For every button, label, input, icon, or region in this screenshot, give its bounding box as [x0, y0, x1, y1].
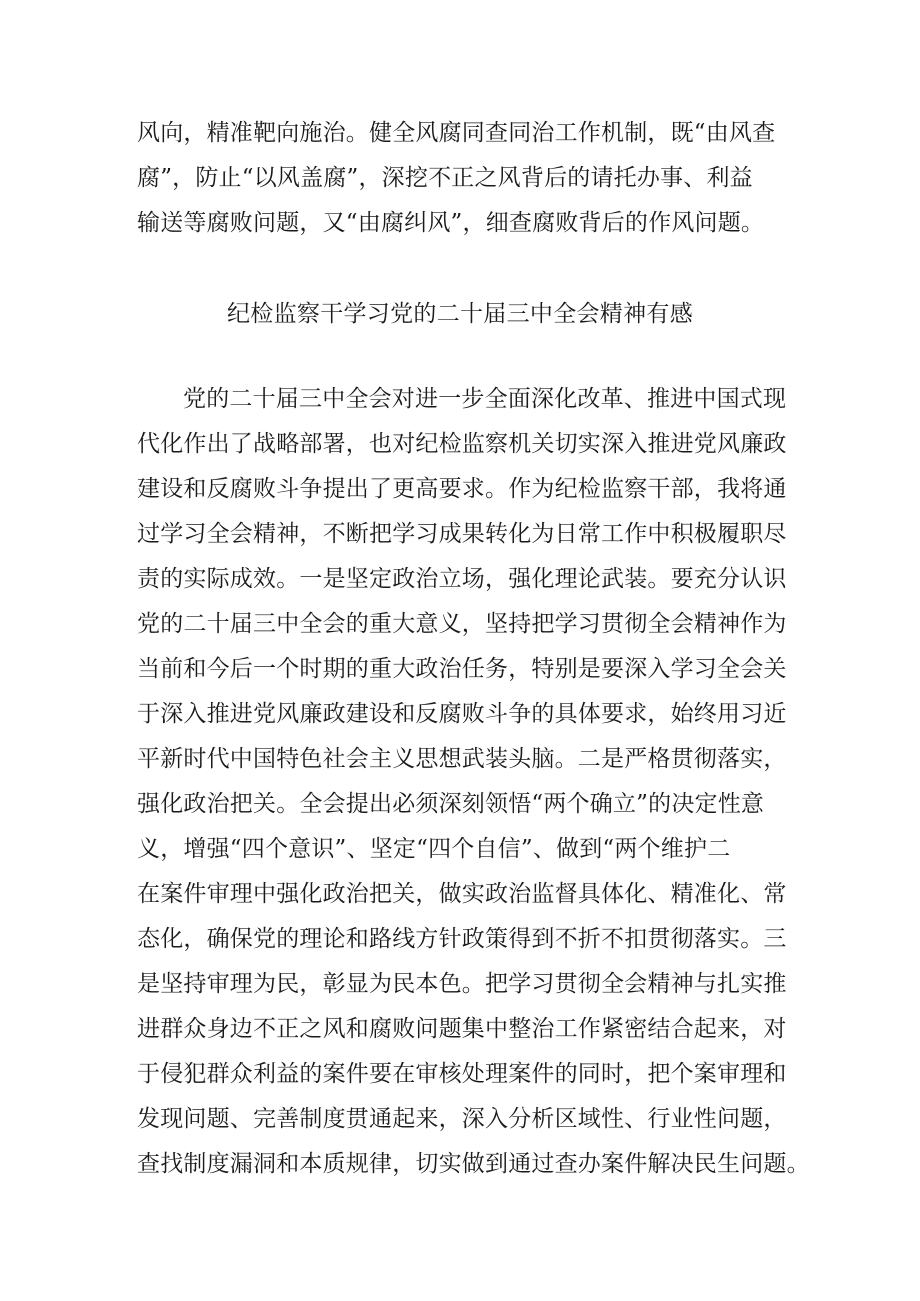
paragraph-line: 平新时代中国特色社会主义思想武装头脑。二是严格贯彻落实，: [137, 746, 787, 772]
paragraph-line: 义，增强“四个意识”、坚定“四个自信”、做到“两个维护二: [137, 836, 731, 862]
paragraph-line: 当前和今后一个时期的重大政治任务，特别是要深入学习全会关: [137, 656, 787, 682]
paragraph-line: 责的实际成效。一是坚定政治立场，强化理论武装。要充分认识: [137, 566, 787, 592]
paragraph-line: 是坚持审理为民，彰显为民本色。把学习贯彻全会精神与扎实推: [137, 971, 787, 997]
paragraph-line: 强化政治把关。全会提出必须深刻领悟“两个确立”的决定性意: [137, 791, 765, 817]
paragraph-line: 于深入推进党风廉政建设和反腐败斗争的具体要求，始终用习近: [137, 701, 787, 727]
paragraph-line: 输送等腐败问题，又“由腐纠风”，细查腐败背后的作风问题。: [137, 210, 765, 236]
paragraph-line: 进群众身边不正之风和腐败问题集中整治工作紧密结合起来，对: [137, 1016, 787, 1042]
paragraph-line: 风向，精准靶向施治。健全风腐同查同治工作机制，既“由风查: [137, 120, 776, 146]
paragraph-line: 腐”，防止“以风盖腐”，深挖不正之风背后的请托办事、利益: [137, 165, 753, 191]
paragraph-line: 过学习全会精神，不断把学习成果转化为日常工作中积极履职尽: [137, 521, 787, 547]
paragraph-line: 建设和反腐败斗争提出了更高要求。作为纪检监察干部，我将通: [137, 476, 787, 502]
paragraph-line: 党的二十届三中全会对进一步全面深化改革、推进中国式现: [183, 386, 787, 412]
paragraph-line: 代化作出了战略部署，也对纪检监察机关切实深入推进党风廉政: [137, 431, 787, 457]
article-title: 纪检监察干学习党的二十届三中全会精神有感: [227, 301, 693, 327]
paragraph-line: 态化，确保党的理论和路线方针政策得到不折不扣贯彻落实。三: [137, 926, 787, 952]
paragraph-line: 在案件审理中强化政治把关，做实政治监督具体化、精准化、常: [137, 881, 787, 907]
paragraph-line: 党的二十届三中全会的重大意义，坚持把学习贯彻全会精神作为: [137, 611, 787, 637]
paragraph-line: 发现问题、完善制度贯通起来，深入分析区域性、行业性问题，: [137, 1106, 787, 1132]
paragraph-line: 于侵犯群众利益的案件要在审核处理案件的同时，把个案审理和: [137, 1061, 787, 1087]
paragraph-line: 查找制度漏洞和本质规律，切实做到通过查办案件解决民生问题。: [137, 1151, 810, 1177]
